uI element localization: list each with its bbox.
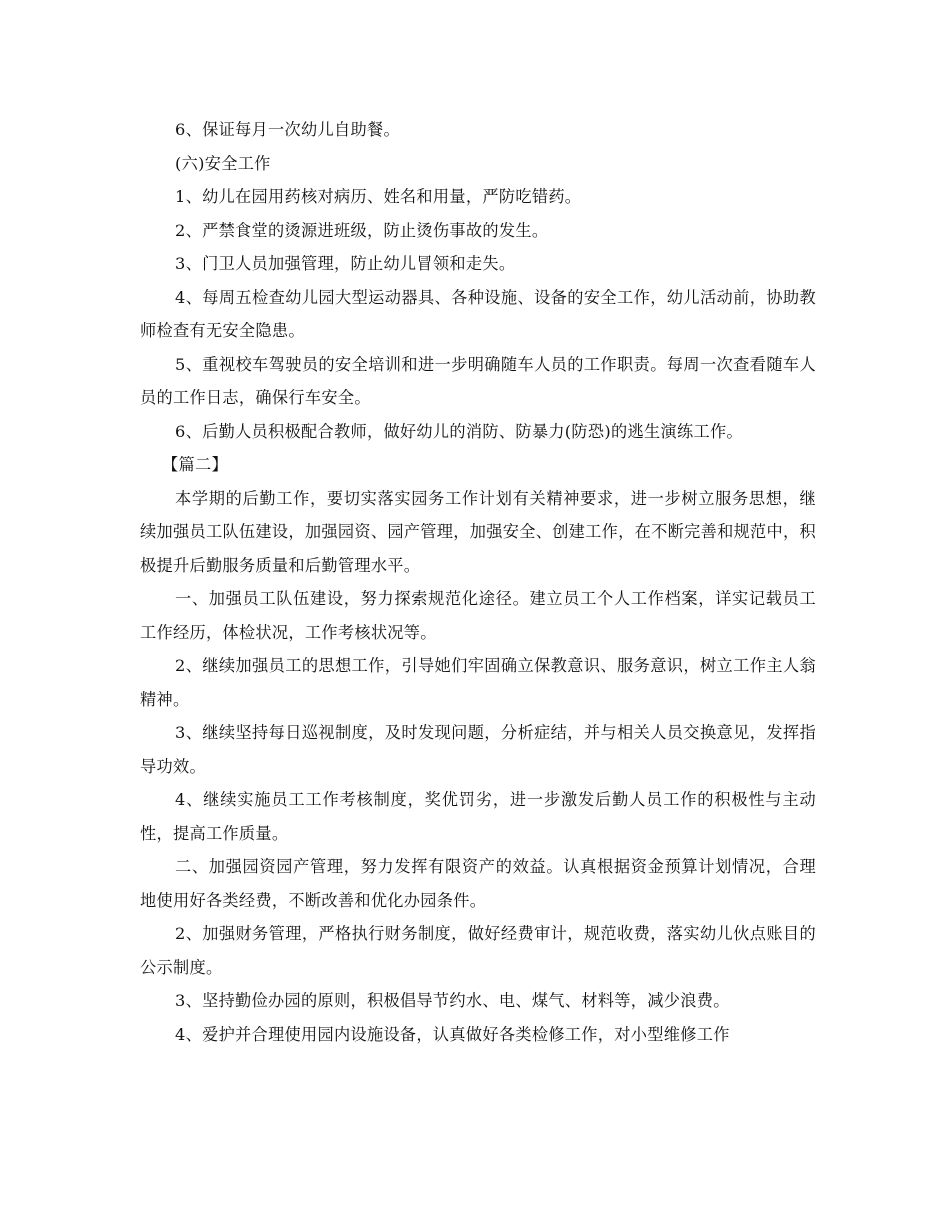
paragraph: 4、继续实施员工工作考核制度，奖优罚劣，进一步激发后勤人员工作的积极性与主动性，提高工作质量。: [140, 790, 816, 843]
paragraph: 3、坚持勤俭办园的原则，积极倡导节约水、电、煤气、材料等，减少浪费。: [175, 991, 730, 1010]
section-label-part-two: 【篇二】: [162, 455, 228, 474]
paragraph: 4、每周五检查幼儿园大型运动器具、各种设施、设备的安全工作，幼儿活动前，协助教师检查有无安全隐患。: [140, 287, 816, 340]
paragraph: 二、加强园资园产管理，努力发挥有限资产的效益。认真根据资金预算计划情况，合理地使用好各类经费，不断改善和优化办园条件。: [140, 857, 816, 910]
paragraph: 6、后勤人员积极配合教师，做好幼儿的消防、防暴力(防恐)的逃生演练工作。: [175, 421, 743, 441]
paragraph: 3、门卫人员加强管理，防止幼儿冒领和走失。: [175, 254, 516, 273]
paragraph: 2、加强财务管理，严格执行财务制度，做好经费审计，规范收费，落实幼儿伙点账目的公示制度。: [140, 924, 816, 977]
paragraph: 2、严禁食堂的烫源进班级，防止烫伤事故的发生。: [175, 220, 549, 240]
paragraph: 5、重视校车驾驶员的安全培训和进一步明确随车人员的工作职责。每周一次查看随车人员的工作日志，确保行车安全。: [140, 354, 816, 407]
paragraph: 1、幼儿在园用药核对病历、姓名和用量，严防吃错药。: [175, 187, 582, 206]
paragraph: 3、继续坚持每日巡视制度，及时发现问题，分析症结，并与相关人员交换意见，发挥指导功效。: [140, 723, 816, 776]
paragraph: 一、加强员工队伍建设，努力探索规范化途径。建立员工个人工作档案，详实记载员工工作经历，体检状况，工作考核状况等。: [140, 589, 816, 642]
paragraph: 本学期的后勤工作，要切实落实园务工作计划有关精神要求，进一步树立服务思想，继续加强员工队伍建设，加强园资、园产管理，加强安全、创建工作，在不断完善和规范中，积极提升后勤服务质量和后勤管理水平。: [140, 488, 816, 575]
paragraph: 2、继续加强员工的思想工作，引导她们牢固确立保教意识、服务意识，树立工作主人翁精神。: [140, 656, 816, 709]
paragraph: 6、保证每月一次幼儿自助餐。: [175, 120, 400, 139]
section-heading-safety: (六)安全工作: [175, 153, 271, 173]
paragraph: 4、爱护并合理使用园内设施设备，认真做好各类检修工作，对小型维修工作: [175, 1024, 730, 1044]
document-body: [140, 113, 816, 1051]
